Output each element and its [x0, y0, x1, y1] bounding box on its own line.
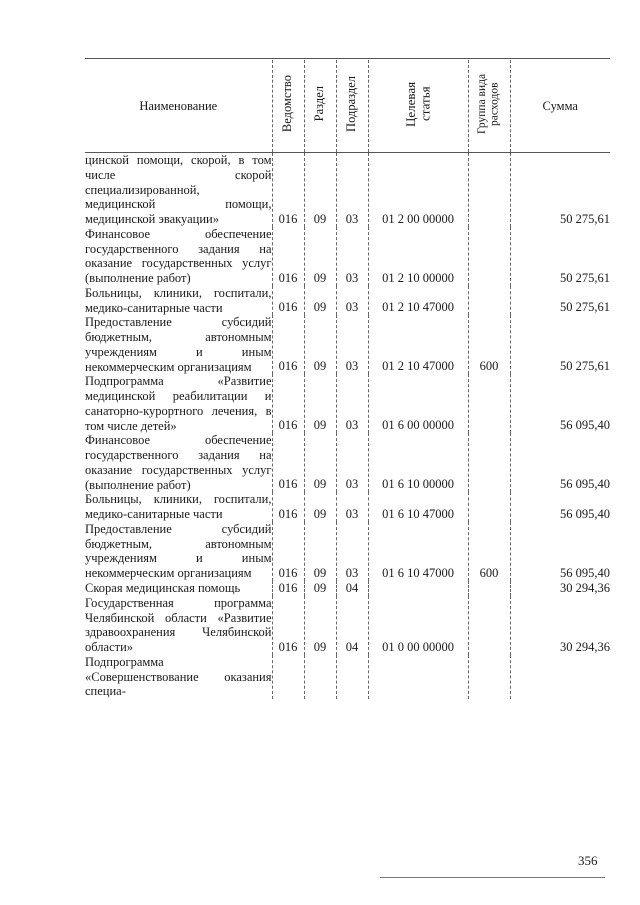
cell-subsection: 03 [336, 374, 368, 433]
cell-subsection: 03 [336, 153, 368, 227]
cell-subsection: 04 [336, 581, 368, 596]
cell-sum: 50 275,61 [510, 286, 610, 316]
header-group [468, 60, 510, 153]
cell-section: 09 [304, 153, 336, 227]
cell-name: Государственная программа Челябинской области «Развитие здравоохранения Челябинской области» [85, 595, 272, 654]
cell-section: 09 [304, 596, 336, 655]
cell-target: 01 0 00 00000 [368, 596, 468, 655]
cell-subsection: 03 [336, 522, 368, 581]
page-number: 356 [578, 853, 598, 868]
cell-sum: 50 275,61 [510, 315, 610, 374]
cell-dept: 016 [272, 315, 304, 374]
cell-dept: 016 [272, 522, 304, 581]
cell-section: 09 [304, 522, 336, 581]
cell-target: 01 2 10 47000 [368, 315, 468, 374]
cell-name: цинской помощи, скорой, в том числе скорой специализированной, медицинской помощи, медицинской эвакуации» [85, 153, 272, 226]
cell-dept: 016 [272, 596, 304, 655]
table-row [85, 286, 610, 316]
header-target-label: Целевая статья [402, 81, 432, 127]
budget-table [85, 60, 610, 699]
cell-name: Скорая медицинская помощь [85, 581, 272, 596]
cell-dept: 016 [272, 433, 304, 492]
header-target [368, 60, 468, 153]
cell-subsection: 03 [336, 286, 368, 316]
cell-group [468, 596, 510, 655]
cell-name: Подпрограмма «Совершенствование оказания специа- [85, 654, 272, 699]
cell-name: Подпрограмма «Развитие медицинской реабилитации и санаторно-курортного лечения, в том числе детей» [85, 374, 272, 433]
cell-group [468, 286, 510, 316]
cell-target: 01 2 00 00000 [368, 153, 468, 227]
cell-target: 01 2 10 00000 [368, 227, 468, 286]
cell-name: Предоставление субсидий бюджетным, автономным учреждениям и иным некоммерческим организациям [85, 315, 272, 374]
cell-name: Больницы, клиники, госпитали, медико-санитарные части [85, 285, 272, 315]
cell-group [468, 153, 510, 227]
cell-name: Финансовое обеспечение государственного задания на оказание государственных услуг (выполнение работ) [85, 226, 272, 285]
cell-subsection [336, 655, 368, 699]
cell-group [468, 655, 510, 699]
cell-section: 09 [304, 227, 336, 286]
cell-target: 01 6 00 00000 [368, 374, 468, 433]
cell-sum: 56 095,40 [510, 374, 610, 433]
cell-dept: 016 [272, 492, 304, 522]
cell-subsection: 03 [336, 433, 368, 492]
table-row [85, 433, 610, 492]
cell-subsection: 04 [336, 596, 368, 655]
cell-dept: 016 [272, 374, 304, 433]
table-row [85, 374, 610, 433]
cell-group: 600 [468, 315, 510, 374]
cell-name: Больницы, клиники, госпитали, медико-санитарные части [85, 492, 272, 521]
cell-sum: 30 294,36 [510, 596, 610, 655]
header-subsection-label: Подраздел [344, 76, 359, 132]
cell-sum: 50 275,61 [510, 227, 610, 286]
header-row [85, 60, 610, 153]
cell-sum: 56 095,40 [510, 522, 610, 581]
cell-name: Финансовое обеспечение государственного задания на оказание государственных услуг (выполнение работ) [85, 433, 272, 492]
cell-section: 09 [304, 433, 336, 492]
cell-sum [510, 655, 610, 699]
cell-target: 01 6 10 47000 [368, 492, 468, 522]
table-row [85, 315, 610, 374]
header-section-label: Раздел [312, 86, 327, 122]
cell-section: 09 [304, 492, 336, 522]
header-subsection [336, 60, 368, 153]
cell-section: 09 [304, 286, 336, 316]
cell-target: 01 2 10 47000 [368, 286, 468, 316]
cell-dept: 016 [272, 286, 304, 316]
cell-target [368, 581, 468, 596]
header-name: Наименование [85, 60, 272, 153]
cell-name: Предоставление субсидий бюджетным, автономным учреждениям и иным некоммерческим организациям [85, 521, 272, 580]
cell-group [468, 581, 510, 596]
table-row [85, 596, 610, 655]
cell-sum: 56 095,40 [510, 433, 610, 492]
table-body [85, 153, 610, 700]
table-row [85, 522, 610, 581]
cell-target: 01 6 10 00000 [368, 433, 468, 492]
table-row [85, 581, 610, 596]
header-dept-label: Ведомство [280, 75, 295, 133]
cell-dept: 016 [272, 227, 304, 286]
bottom-rule [380, 877, 605, 878]
header-dept [272, 60, 304, 153]
table-row [85, 153, 610, 227]
cell-section: 09 [304, 374, 336, 433]
top-rule [85, 58, 610, 59]
cell-sum: 30 294,36 [510, 581, 610, 596]
cell-dept [272, 655, 304, 699]
cell-group [468, 433, 510, 492]
cell-dept: 016 [272, 581, 304, 596]
header-section [304, 60, 336, 153]
table-row [85, 655, 610, 699]
header-sum: Сумма [510, 60, 610, 153]
cell-section [304, 655, 336, 699]
cell-section: 09 [304, 315, 336, 374]
cell-target: 01 6 10 47000 [368, 522, 468, 581]
cell-subsection: 03 [336, 492, 368, 522]
table-row [85, 227, 610, 286]
cell-target [368, 655, 468, 699]
header-group-label: Группа вида расходов [476, 73, 501, 135]
cell-section: 09 [304, 581, 336, 596]
cell-dept: 016 [272, 153, 304, 227]
cell-sum: 56 095,40 [510, 492, 610, 522]
cell-sum: 50 275,61 [510, 153, 610, 227]
cell-group: 600 [468, 522, 510, 581]
cell-group [468, 374, 510, 433]
cell-group [468, 227, 510, 286]
table-row [85, 492, 610, 522]
cell-group [468, 492, 510, 522]
cell-subsection: 03 [336, 315, 368, 374]
cell-subsection: 03 [336, 227, 368, 286]
